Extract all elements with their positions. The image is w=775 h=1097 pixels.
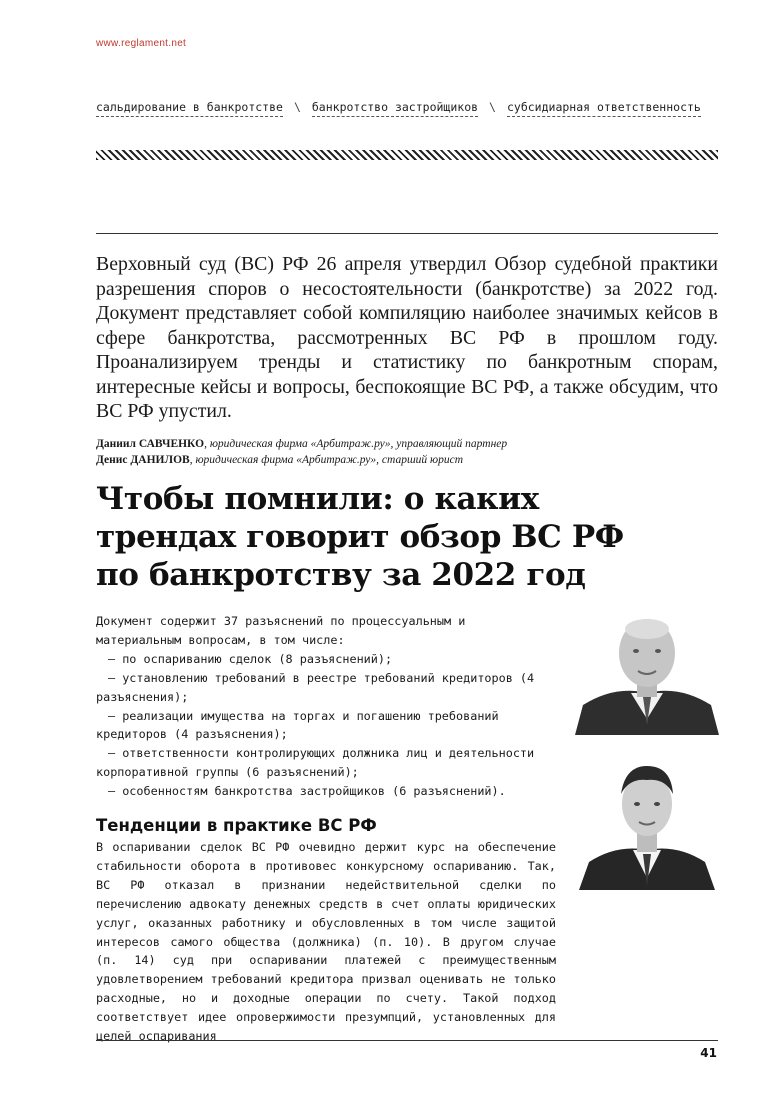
hatch-divider (96, 150, 718, 160)
authors (96, 436, 718, 468)
list-item: — установлению требований в реестре требований кредиторов (4 разъяснения); (96, 670, 535, 704)
intro-list (96, 650, 556, 801)
author-name: Денис ДАНИЛОВ (96, 454, 190, 466)
list-item: — особенностям банкротства застройщиков (6 разъяснений). (108, 784, 506, 799)
list-item: — реализации имущества на торгах и погашению требований кредиторов (4 разъяснения); (96, 708, 499, 742)
intro-text: Документ содержит 37 разъяснений по процессуальным и материальным вопросам, в том числе: (96, 614, 466, 647)
author-name: Даниил САВЧЕНКО (96, 438, 205, 450)
author-role: юридическая фирма «Арбитраж.ру», управляющий партнер (209, 438, 508, 450)
author-line: Даниил САВЧЕНКО, юридическая фирма «Арбитраж.ру», управляющий партнер (96, 438, 508, 450)
tag-link[interactable]: субсидиарная ответственность (507, 100, 701, 117)
lead-paragraph: Верховный суд (ВС) РФ 26 апреля утвердил Обзор судебной практики разрешения споров о несостоятельности (банкротстве) за 2022 год. Документ представляет собой компиляцию наиболее значимых кейсов в сфере банкротства, рассмотренных ВС РФ в прошлом году. Проанализируем тренды и статистику по банкротным спорам, интересные кейсы и вопросы, беспокоящие ВС РФ, а также обсудим, что ВС РФ упустил. (96, 253, 718, 422)
list-item: — по оспариванию сделок (8 разъяснений); (108, 651, 393, 666)
tag-list (96, 100, 701, 117)
intro-block (96, 612, 556, 801)
article-headline: Чтобы помнили: о каких трендах говорит обзор ВС РФ по банкротству за 2022 год (96, 481, 624, 593)
bottom-rule (96, 1040, 718, 1041)
author-line: Денис ДАНИЛОВ, юридическая фирма «Арбитраж.ру», старший юрист (96, 454, 464, 466)
author-photo (575, 615, 719, 735)
site-url[interactable]: www.reglament.net (96, 38, 187, 49)
section-body: В оспаривании сделок ВС РФ очевидно держит курс на обеспечение стабильности оборота в противовес конкурсному оспариванию. Так, ВС РФ отказал в признании недействительной сделки по перечислению адвокату денежных средств в счет оплаты юридических услуг, оказанных работнику и обусловленных в том числе защитой интересов самого общества (должника) (п. 10). В другом случае (п. 14) суд при оспаривании платежей с преимущественным удовлетворением требований кредитора призвал оценивать не только расходные, но и доходные операции по счету. Такой подход соответствует идее опровержимости презумпций, установленных для целей оспаривания (96, 840, 556, 1044)
page-number: 41 (700, 1046, 717, 1060)
tag-separator: \ (293, 100, 301, 114)
section-title: Тенденции в практике ВС РФ (96, 816, 377, 835)
top-rule (96, 233, 718, 234)
list-item: — ответственности контролирующих должника лиц и деятельности корпоративной группы (6 разъяснений); (96, 746, 535, 780)
tag-separator: \ (489, 100, 496, 114)
tag-link[interactable]: банкротство застройщиков (312, 100, 478, 117)
tag-link[interactable]: сальдирование в банкротстве (96, 100, 283, 117)
author-photo (575, 752, 719, 890)
author-role: юридическая фирма «Арбитраж.ру», старший юрист (195, 454, 464, 466)
